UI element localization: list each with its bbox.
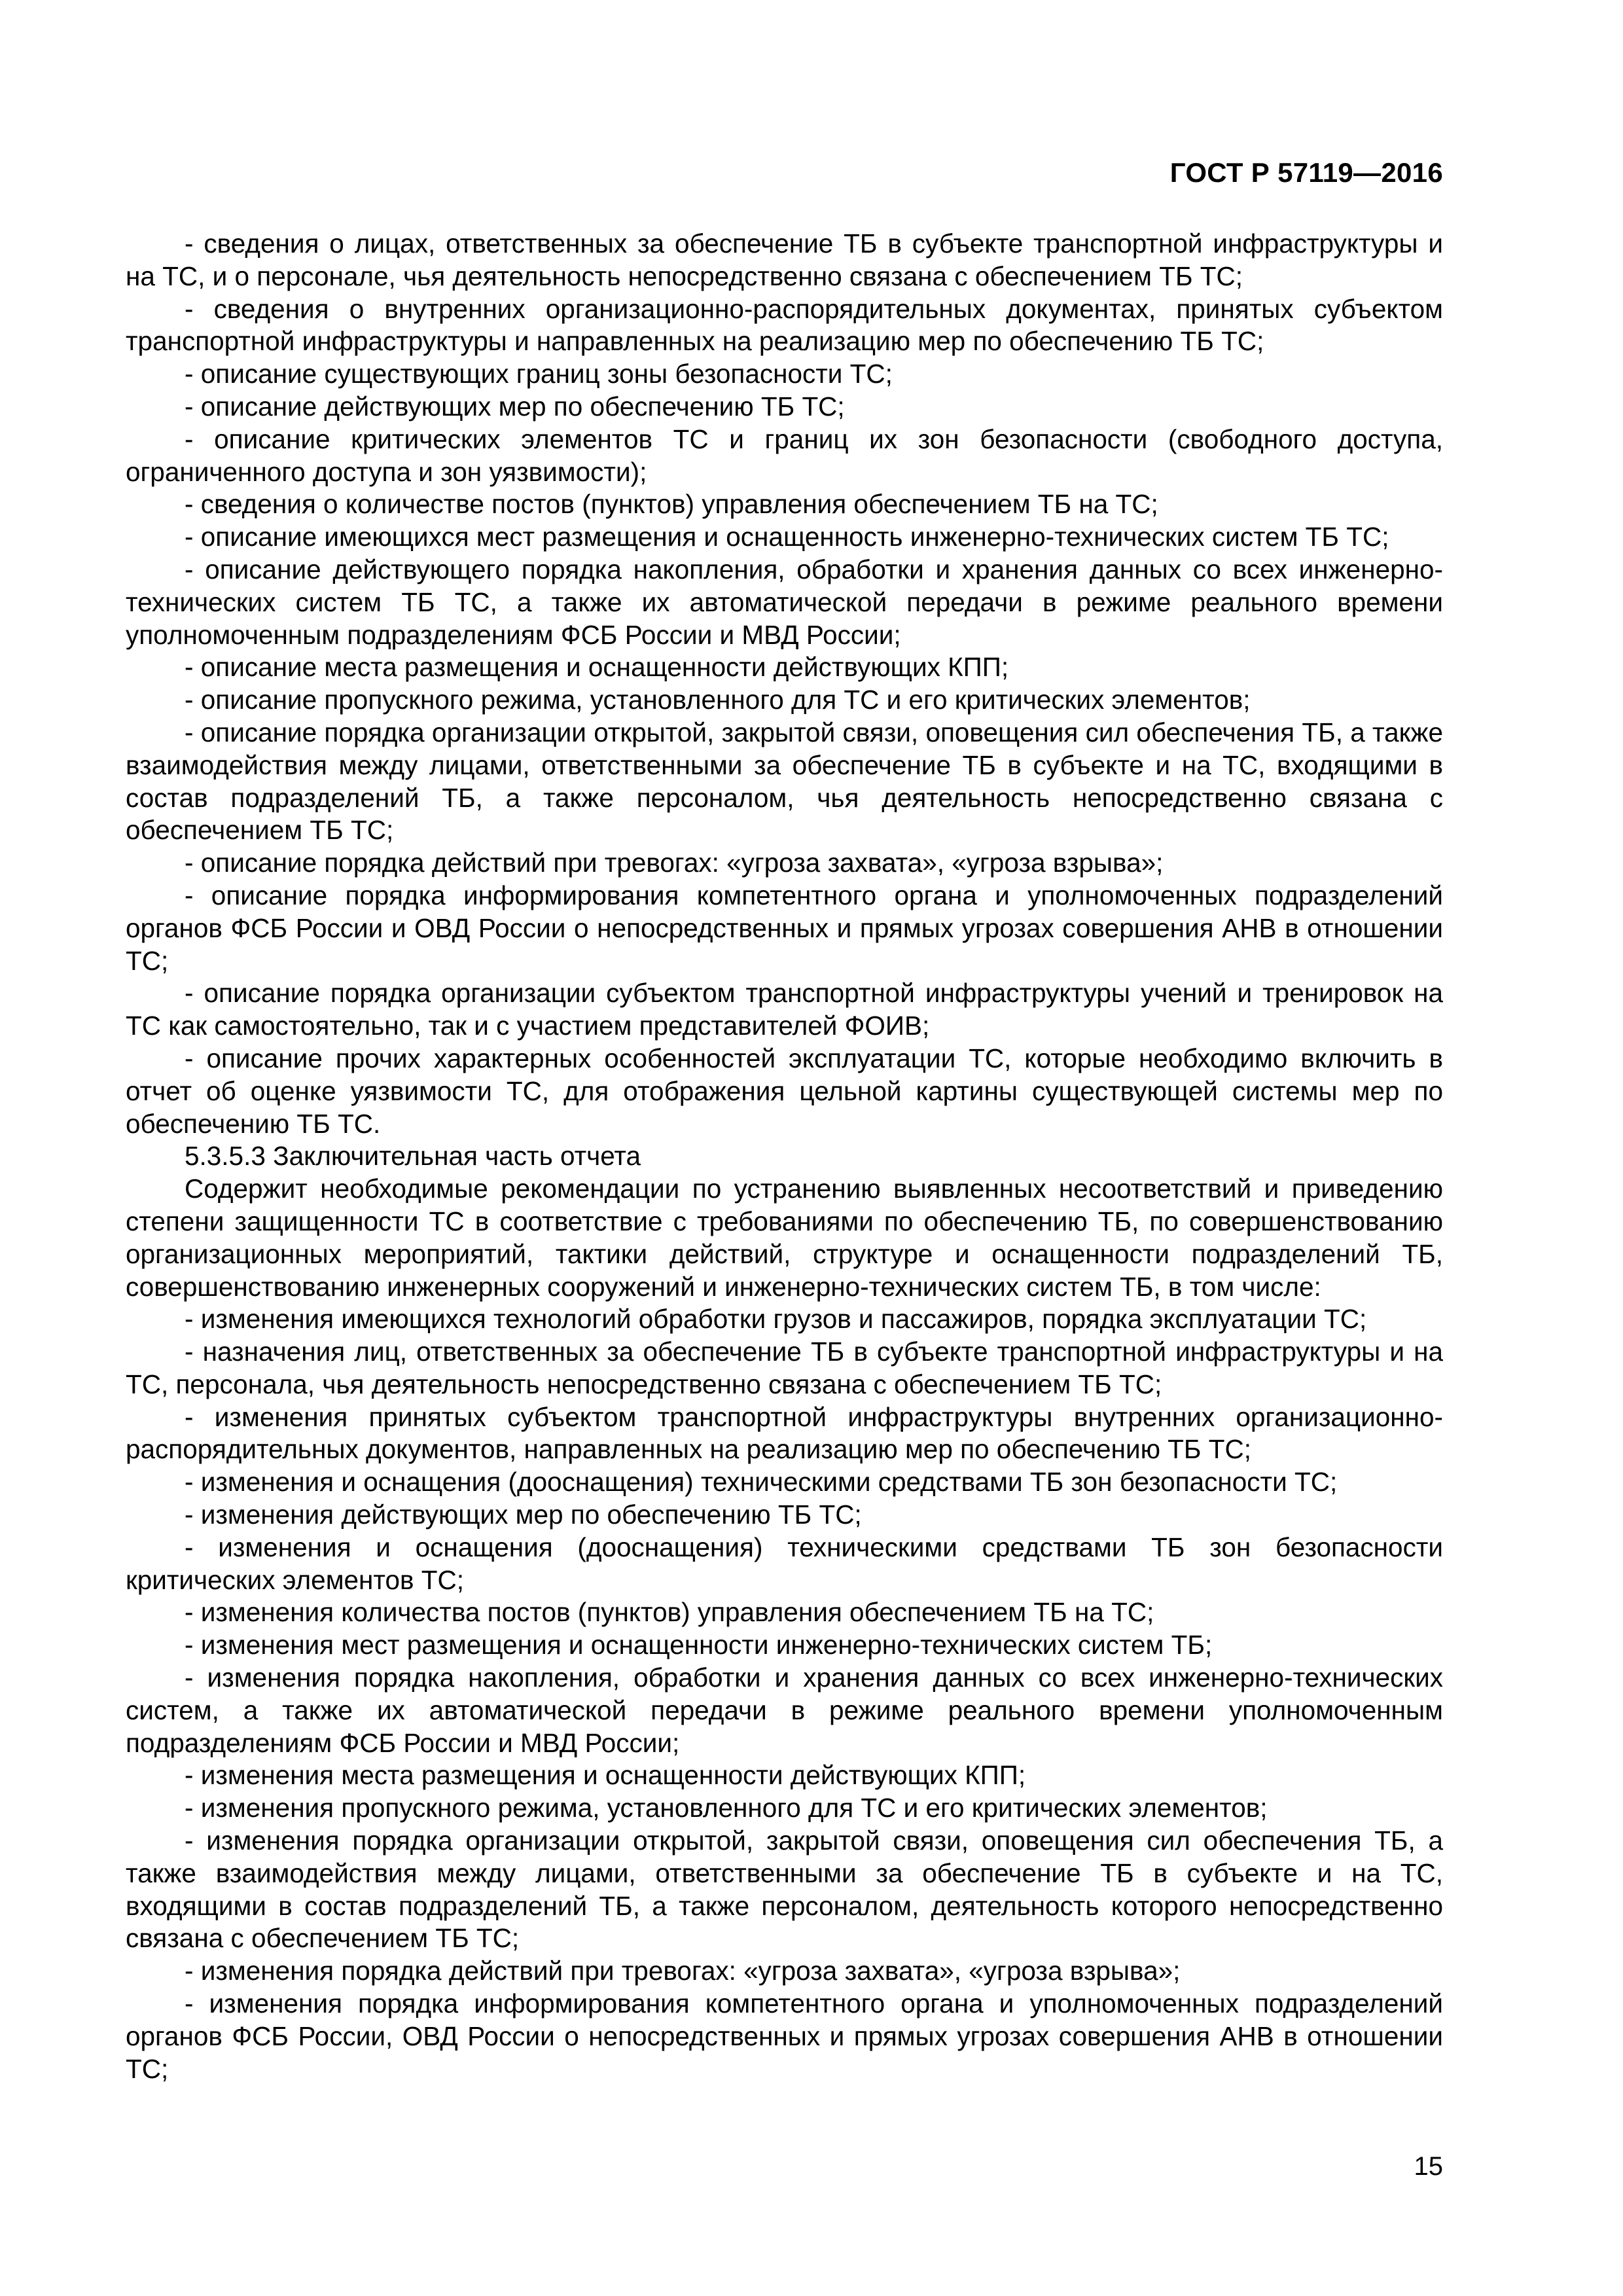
list-item: - изменения и оснащения (дооснащения) техническими средствами ТБ зон безопасности ТС; (185, 1467, 1338, 1498)
document-header: ГОСТ Р 57119—2016 (1169, 157, 1443, 188)
list-item: - изменения действующих мер по обеспечению ТБ ТС; (185, 1499, 862, 1530)
list-item: - описание действующего порядка накопления, обработки и хранения данных со всех инженерно-технических систем ТБ ТС, а также их автоматической передачи в режиме реального времени уполномоченным подразделениям ФСБ России и МВД России; (126, 554, 1443, 650)
paragraph: Содержит необходимые рекомендации по устранению выявленных несоответствий и приведению степени защищенности ТС в соответствие с требованиями по обеспечению ТБ, по совершенствованию организационных мероприятий, тактики действий, структуре и оснащенности подразделений ТБ, совершенствованию инженерных сооружений и инженерно-технических систем ТБ, в том числе: (126, 1174, 1443, 1302)
list-item: - описание существующих границ зоны безопасности ТС; (185, 359, 893, 389)
section-heading: 5.3.5.3 Заключительная часть отчета (185, 1141, 641, 1172)
list-item: - сведения о лицах, ответственных за обеспечение ТБ в субъекте транспортной инфраструктуры и на ТС, и о персонале, чья деятельность непосредственно связана с обеспечением ТБ ТС; (126, 228, 1443, 291)
list-item: - изменения количества постов (пунктов) управления обеспечением ТБ на ТС; (185, 1597, 1154, 1628)
page-number: 15 (1414, 2152, 1443, 2181)
list-item: - изменения порядка действий при тревогах: «угроза захвата», «угроза взрыва»; (185, 1956, 1181, 1986)
list-item: - изменения порядка организации открытой, закрытой связи, оповещения сил обеспечения ТБ, а также взаимодействия между лицами, ответственными за обеспечение ТБ в субъекте и на ТС, входящими в состав подразделений ТБ, а также персоналом, деятельность которого непосредственно связана с обеспечением ТБ ТС; (126, 1825, 1443, 1954)
list-item: - изменения мест размещения и оснащенности инженерно-технических систем ТБ; (185, 1630, 1213, 1660)
list-item: - изменения имеющихся технологий обработки грузов и пассажиров, порядка эксплуатации ТС; (185, 1304, 1367, 1335)
list-item: - описание места размещения и оснащенности действующих КПП; (185, 652, 1009, 683)
document-body (126, 228, 1443, 2085)
list-item: - изменения места размещения и оснащенности действующих КПП; (185, 1760, 1026, 1791)
list-item: - изменения и оснащения (дооснащения) техническими средствами ТБ зон безопасности критических элементов ТС; (126, 1532, 1443, 1595)
list-item: - описание пропускного режима, установленного для ТС и его критических элементов; (185, 685, 1251, 715)
list-item: - описание порядка информирования компетентного органа и уполномоченных подразделений органов ФСБ России и ОВД России о непосредственных и прямых угрозах совершения АНВ в отношении ТС; (126, 880, 1443, 976)
list-item: - изменения порядка информирования компетентного органа и уполномоченных подразделений органов ФСБ России, ОВД России о непосредственных и прямых угрозах совершения АНВ в отношении ТС; (126, 1988, 1443, 2084)
list-item: - изменения принятых субъектом транспортной инфраструктуры внутренних организационно-распорядительных документов, направленных на реализацию мер по обеспечению ТБ ТС; (126, 1401, 1443, 1465)
list-item: - сведения о внутренних организационно-распорядительных документах, принятых субъектом транспортной инфраструктуры и направленных на реализацию мер по обеспечению ТБ ТС; (126, 293, 1443, 357)
list-item: - описание имеющихся мест размещения и оснащенность инженерно-технических систем ТБ ТС; (185, 522, 1389, 552)
list-item: - описание критических элементов ТС и границ их зон безопасности (свободного доступа, ограниченного доступа и зон уязвимости); (126, 423, 1443, 487)
list-item: - изменения пропускного режима, установленного для ТС и его критических элементов; (185, 1793, 1268, 1823)
list-item: - описание действующих мер по обеспечению ТБ ТС; (185, 391, 845, 422)
list-item: - описание прочих характерных особенностей эксплуатации ТС, которые необходимо включить в отчет об оценке уязвимости ТС, для отображения цельной картины существующей системы мер по обеспечению ТБ ТС. (126, 1043, 1443, 1139)
list-item: - назначения лиц, ответственных за обеспечение ТБ в субъекте транспортной инфраструктуры и на ТС, персонала, чья деятельность непосредственно связана с обеспечением ТБ ТС; (126, 1336, 1443, 1399)
list-item: - описание порядка организации субъектом транспортной инфраструктуры учений и тренировок на ТС как самостоятельно, так и с участием представителей ФОИВ; (126, 978, 1443, 1041)
list-item: - изменения порядка накопления, обработки и хранения данных со всех инженерно-технических систем, а также их автоматической передачи в режиме реального времени уполномоченным подразделениям ФСБ России и МВД России; (126, 1662, 1443, 1758)
list-item: - сведения о количестве постов (пунктов) управления обеспечением ТБ на ТС; (185, 489, 1158, 520)
list-item: - описание порядка действий при тревогах: «угроза захвата», «угроза взрыва»; (185, 848, 1164, 878)
list-item: - описание порядка организации открытой, закрытой связи, оповещения сил обеспечения ТБ, а также взаимодействия между лицами, ответственными за обеспечение ТБ в субъекте и на ТС, входящими в состав подразделений ТБ, а также персоналом, чья деятельность непосредственно связана с обеспечением ТБ ТС; (126, 717, 1443, 846)
